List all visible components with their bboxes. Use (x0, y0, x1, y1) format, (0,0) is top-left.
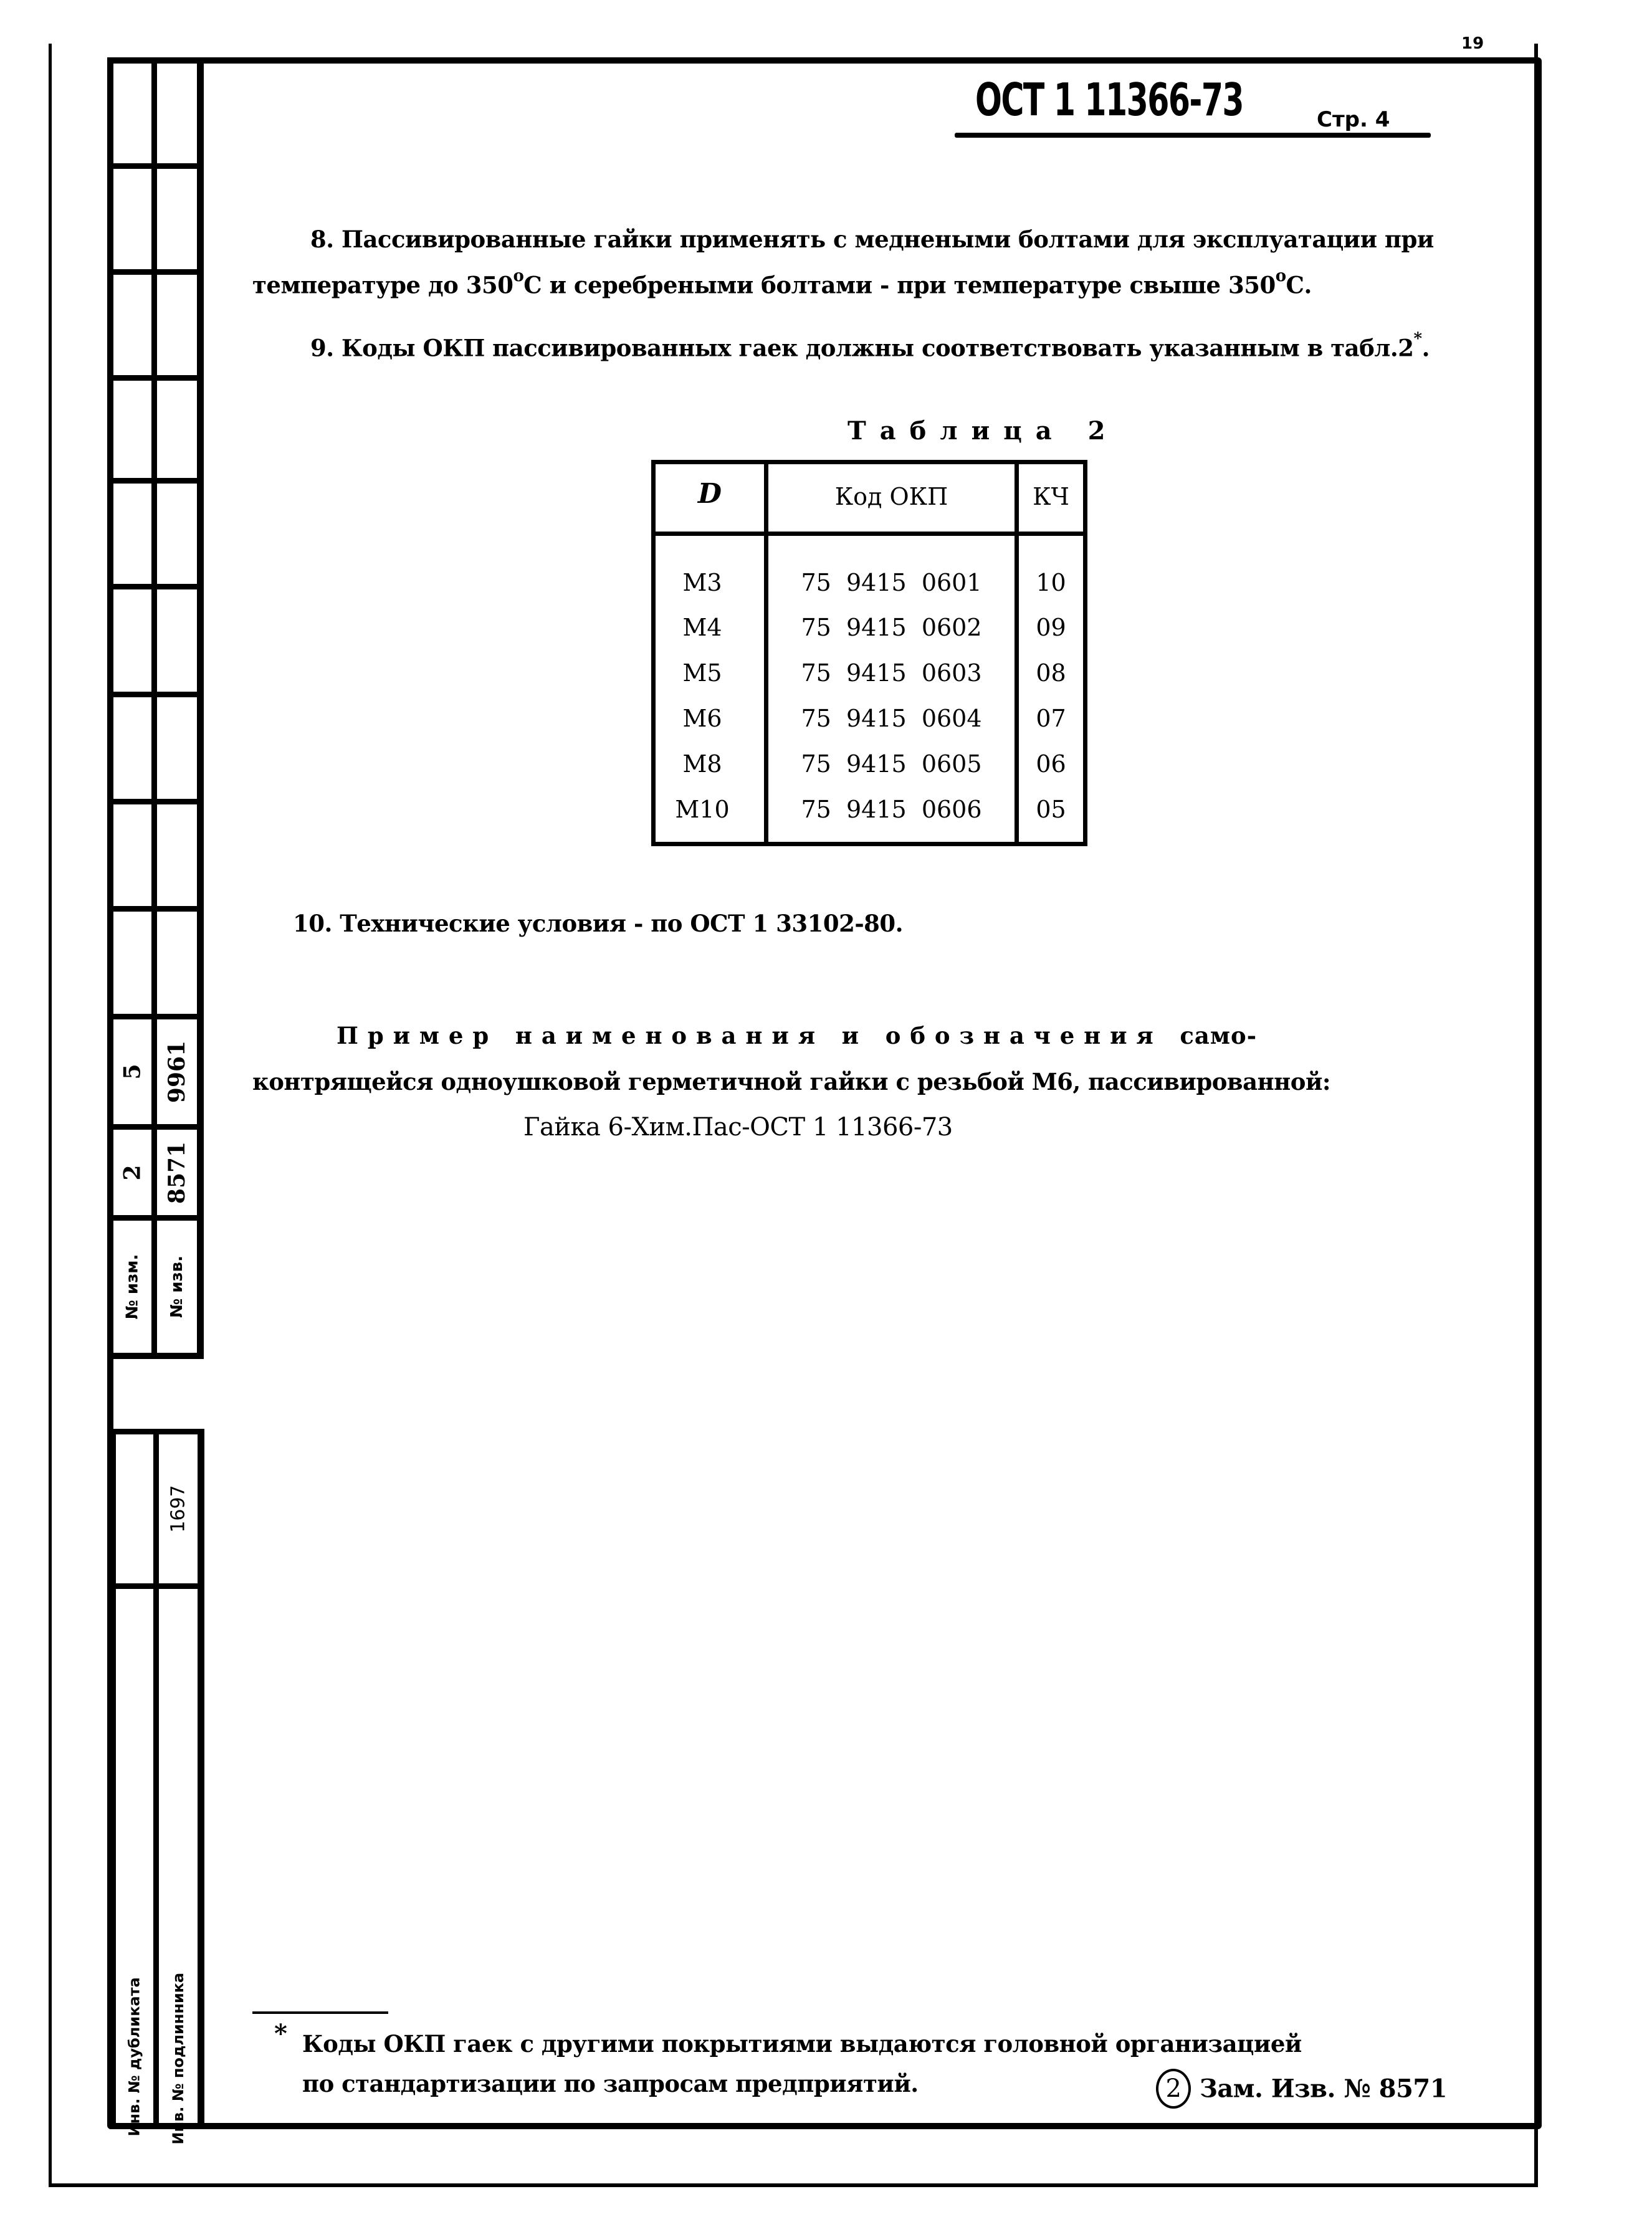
stamp-change-no-prev: 5 (119, 1064, 146, 1080)
revision-number-circle: 2 (1156, 2069, 1191, 2109)
stamp-change-no: 2 (119, 1164, 146, 1181)
margin-stamp-upper (107, 57, 204, 1358)
stamp-duplicate-inv-label: Инв. № дубликата (126, 1977, 144, 2137)
example-heading: П р и м е р н а и м е н о в а н и я и о б о з н а ч е н и я само- (337, 1022, 1258, 1049)
stamp-notice-no-label: № изв. (168, 1256, 186, 1318)
stamp-original-inv-value: 1697 (167, 1485, 189, 1533)
footnote-line-2: по стандартизации по запросам предприятий. (302, 2070, 919, 2097)
margin-stamp-lower (110, 1429, 204, 2145)
header-underline (955, 133, 1431, 138)
column-header-okp: Код ОКП (834, 483, 948, 510)
footnote-reference: * (1413, 330, 1422, 348)
paragraph-8-line-1: 8. Пассивированные гайки применять с меднеными болтами для эксплуатации при (310, 226, 1434, 253)
example-designation: Гайка 6-Хим.Пас-ОСТ 1 11366-73 (523, 1113, 953, 1142)
column-header-d: D (697, 478, 722, 510)
footnote-separator (252, 2011, 388, 2014)
paragraph-10: 10. Технические условия - по ОСТ 1 33102-80. (293, 910, 904, 937)
paragraph-9: 9. Коды ОКП пассивированных гаек должны соответствовать указанным в табл.2*. (310, 330, 1430, 362)
stamp-notice-no: 8571 (164, 1141, 191, 1204)
footnote-line-1: Коды ОКП гаек с другими покрытиями выдаются головной организацией (302, 2030, 1302, 2058)
table-caption: Таблица 2 (847, 416, 1119, 446)
paragraph-8-line-2: температуре до 350$^o$С и серебреными болтами - при температуре свыше 350$^o$С. (252, 267, 1312, 299)
stamp-original-inv-label: Инв. № подлинника (169, 1972, 187, 2145)
footnote-mark: * (274, 2019, 287, 2048)
document-code: ОСТ 1 11366-73 (975, 74, 1244, 126)
okp-codes-table: D Код ОКП КЧ М3 75 9415 0601 10 М4 75 9415 0602 09 М5 75 9415 0603 08 М6 75 9415 0604 07 М8 75 9415 0605 06 М10 75 9415 0606 05 (651, 460, 1087, 846)
stamp-notice-no-prev: 9961 (164, 1040, 191, 1104)
page-number: Стр. 4 (1317, 107, 1390, 132)
column-header-kch: КЧ (1033, 483, 1069, 510)
revision-note: 2 Зам. Изв. № 8571 (1156, 2069, 1447, 2109)
example-description: контрящейся одноушковой герметичной гайки с резьбой М6, пассивированной: (252, 1068, 1331, 1095)
corner-mark: 19 (1461, 34, 1484, 53)
stamp-change-no-label: № изм. (123, 1254, 142, 1320)
